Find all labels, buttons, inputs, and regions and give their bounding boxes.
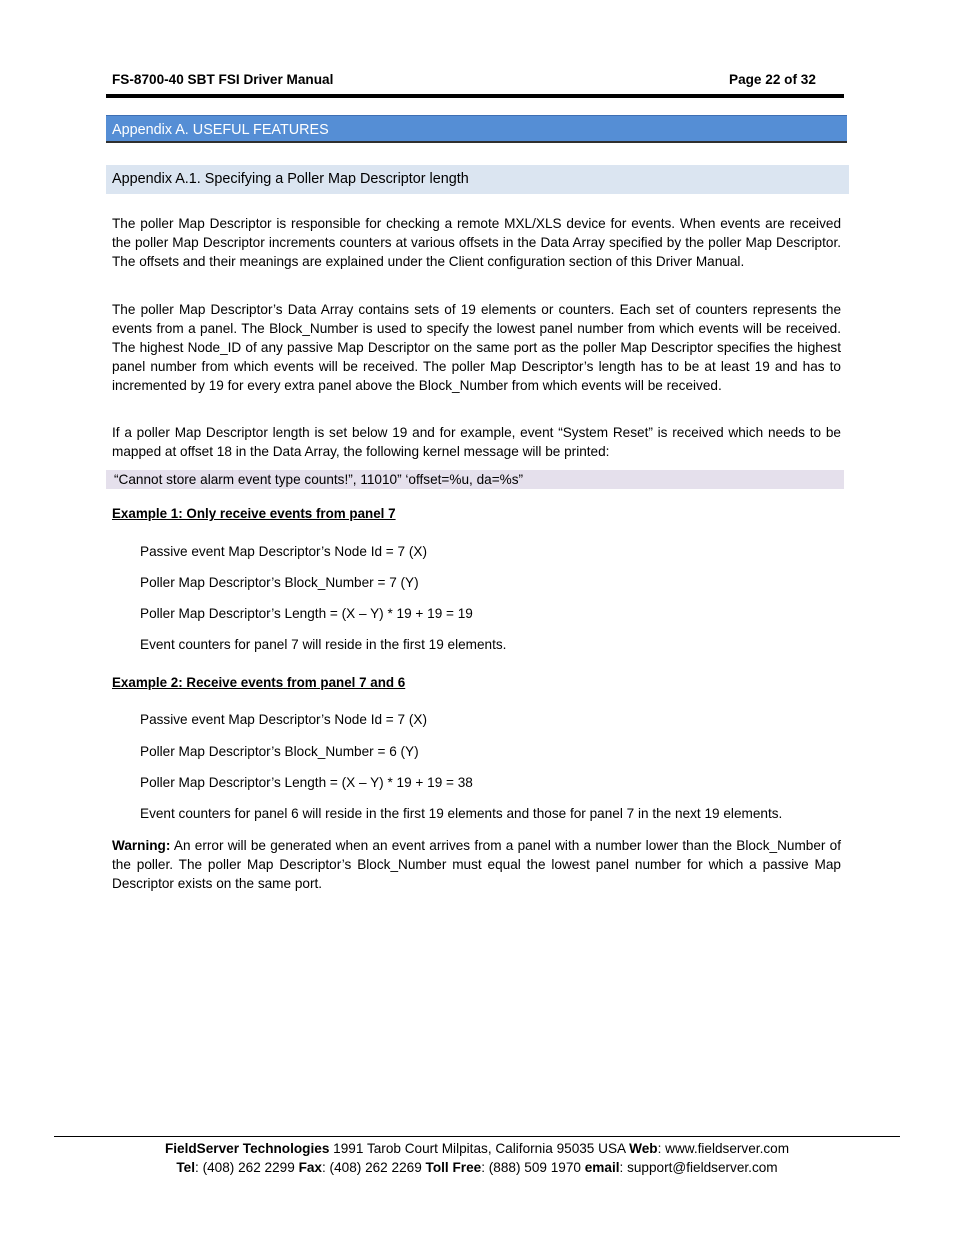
example2-line: Event counters for panel 6 will reside in the first 19 elements and those for panel 7 in the next 19 elements. bbox=[140, 806, 783, 821]
warning-paragraph bbox=[112, 836, 841, 893]
example1-line: Event counters for panel 7 will reside in the first 19 elements. bbox=[140, 637, 507, 652]
tollfree-label: Toll Free bbox=[425, 1160, 482, 1175]
footer-line-2 bbox=[0, 1160, 954, 1175]
company-name: FieldServer Technologies bbox=[164, 1141, 330, 1156]
paragraph-length-warning: If a poller Map Descriptor length is set below 19 and for example, event “System Reset” is received which needs to be mapped at offset 18 in the Data Array, the following kernel message will be printed: bbox=[112, 425, 841, 459]
header-rule bbox=[106, 94, 844, 98]
section-heading: Appendix A.1. Specifying a Poller Map Descriptor length bbox=[106, 165, 849, 194]
example1-line: Poller Map Descriptor’s Block_Number = 7 (Y) bbox=[140, 575, 419, 590]
footer-rule bbox=[54, 1136, 900, 1137]
paragraph-data-array: The poller Map Descriptor’s Data Array contains sets of 19 elements or counters. Each set of counters represents the events from a panel. The Block_Number is used to specify the lowest panel number from which events will be received. The highest Node_ID of any passive Map Descriptor on the same port as the poller Map Descriptor specifies the highest panel number from which events will be received. The poller Map Descriptor’s length has to be at least 19 and has to incremented by 19 for every extra panel above the Block_Number from which events will be received. bbox=[112, 302, 841, 393]
appendix-heading: Appendix A. USEFUL FEATURES bbox=[106, 115, 847, 143]
company-address: 1991 Tarob Court Milpitas, California 95035 USA bbox=[329, 1141, 630, 1156]
example2-line: Poller Map Descriptor’s Block_Number = 6 (Y) bbox=[140, 744, 419, 759]
web-label: Web bbox=[629, 1141, 658, 1156]
page-number: Page 22 of 32 bbox=[729, 72, 816, 87]
tel-label: Tel bbox=[176, 1160, 196, 1175]
web-link[interactable]: : www.fieldserver.com bbox=[657, 1141, 790, 1156]
warning-text: An error will be generated when an event arrives from a panel with a number lower than the Block_Number of the poller. The poller Map Descriptor’s Block_Number must equal the lowest panel number for which a passive Map Descriptor exists on the same port. bbox=[112, 838, 841, 891]
tel-value: : (408) 262 2299 bbox=[195, 1160, 299, 1175]
example1-line: Poller Map Descriptor’s Length = (X – Y) * 19 + 19 = 19 bbox=[140, 606, 473, 621]
document-title: FS-8700-40 SBT FSI Driver Manual bbox=[112, 72, 334, 87]
example2-line: Poller Map Descriptor’s Length = (X – Y) * 19 + 19 = 38 bbox=[140, 775, 473, 790]
fax-label: Fax bbox=[298, 1160, 322, 1175]
kernel-message: “Cannot store alarm event type counts!”, 11010” ‘offset=%u, da=%s” bbox=[106, 470, 844, 489]
email-link[interactable]: : support@fieldserver.com bbox=[619, 1160, 778, 1175]
example1-title: Example 1: Only receive events from panel 7 bbox=[112, 506, 396, 521]
tollfree-value: : (888) 509 1970 bbox=[481, 1160, 585, 1175]
example2-line: Passive event Map Descriptor’s Node Id = 7 (X) bbox=[140, 712, 427, 727]
email-label: email bbox=[584, 1160, 620, 1175]
footer-line-1 bbox=[0, 1141, 954, 1156]
example1-line: Passive event Map Descriptor’s Node Id = 7 (X) bbox=[140, 544, 427, 559]
example2-title: Example 2: Receive events from panel 7 and 6 bbox=[112, 675, 406, 690]
warning-label: Warning: bbox=[112, 838, 171, 853]
paragraph-intro: The poller Map Descriptor is responsible for checking a remote MXL/XLS device for events. When events are received the poller Map Descriptor increments counters at various offsets in the Data Array specified by the poller Map Descriptor. The offsets and their meanings are explained under the Client configuration section of this Driver Manual. bbox=[112, 216, 841, 269]
fax-value: : (408) 262 2269 bbox=[322, 1160, 426, 1175]
